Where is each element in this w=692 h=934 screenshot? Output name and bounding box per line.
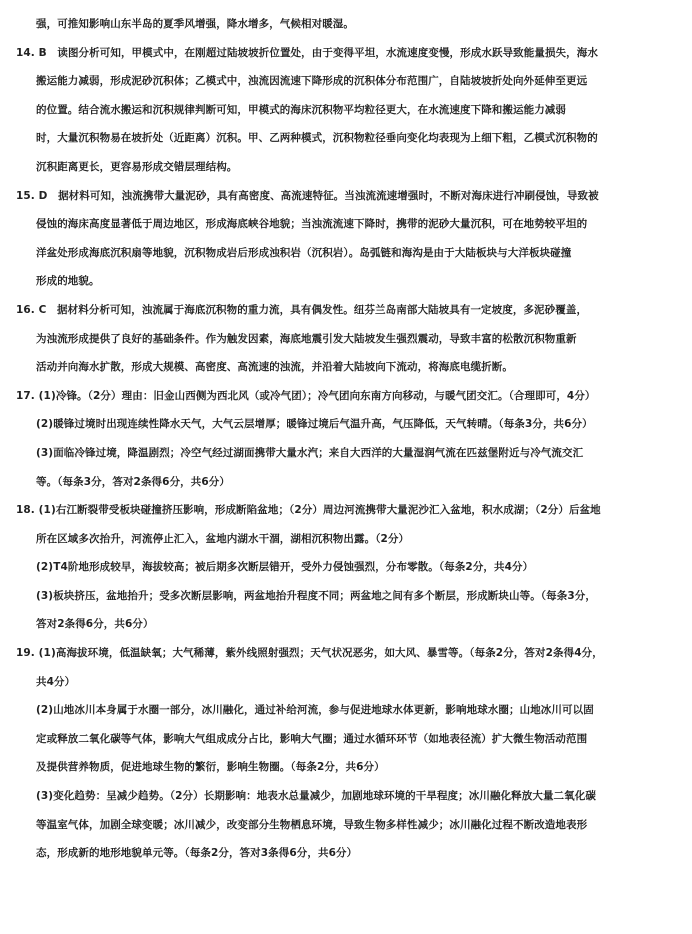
text-line: 18. (1)右江断裂带受板块碰撞挤压影响，形成断陷盆地；（2分）周边河流携带大量泥沙汇入盆地，积水成湖；（2分）后盆地 bbox=[16, 504, 601, 517]
text-line: 洋盆处形成海底沉积扇等地貌，沉积物成岩后形成浊积岩（沉积岩）。岛弧链和海沟是由于大陆板块与大洋板块碰撞 bbox=[36, 246, 572, 259]
text-line: 搬运能力减弱，形成泥砂沉积体；乙模式中，浊流因流速下降形成的沉积体分布范围广，自陆坡坡折处向外延伸至更远 bbox=[36, 75, 588, 88]
text-line: 16. C 据材料分析可知，浊流属于海底沉积物的重力流，具有偶发性。纽芬兰岛南部大陆坡具有一定坡度，多泥砂覆盖， bbox=[16, 303, 588, 316]
text-line: (2)T4阶地形成较早，海拔较高；被后期多次断层错开，受外力侵蚀强烈，分布零散。（每条2分，共4分） bbox=[36, 561, 534, 574]
text-line: 活动并向海水扩散，形成大规模、高密度、高流速的浊流，并沿着大陆坡向下流动，将海底电缆折断。 bbox=[36, 361, 513, 374]
text-line: 态，形成新的地形地貌单元等。（每条2分，答对3条得6分，共6分） bbox=[36, 847, 358, 860]
text-line: (2)暖锋过境时出现连续性降水天气，大气云层增厚；暖锋过境后气温升高，气压降低，天气转晴。（每条3分，共6分） bbox=[36, 418, 593, 431]
text-line: 19. (1)高海拔环境，低温缺氧；大气稀薄，紫外线照射强烈；天气状况恶劣，如大风、暴雪等。（每条2分，答对2条得4分， bbox=[16, 647, 603, 660]
text-line: (3)面临冷锋过境，降温剧烈；冷空气经过湖面携带大量水汽；来自大西洋的大量湿润气流在匹兹堡附近与冷气流交汇 bbox=[36, 446, 584, 459]
text-line: 定或释放二氧化碳等气体，影响大气组成成分占比，影响大气圈；通过水循环环节（如地表径流）扩大微生物活动范围 bbox=[36, 732, 588, 745]
text-line: 共4分） bbox=[36, 675, 76, 688]
text-line: 等。（每条3分，答对2条得6分，共6分） bbox=[36, 475, 230, 488]
text-line: 答对2条得6分，共6分） bbox=[36, 618, 154, 631]
text-line: 及提供营养物质，促进地球生物的繁衍，影响生物圈。（每条2分，共6分） bbox=[36, 761, 385, 774]
text-line: 侵蚀的海床高度显著低于周边地区，形成海底峡谷地貌；当浊流流速下降时，携带的泥砂大量沉积，可在地势较平坦的 bbox=[36, 218, 588, 231]
text-line: 时，大量沉积物易在坡折处（近距离）沉积。甲、乙两种模式，沉积物粒径垂向变化均表现为上细下粗，乙模式沉积物的 bbox=[36, 132, 598, 145]
text-line: 形成的地貌。 bbox=[36, 275, 100, 288]
text-line: 所在区域多次抬升，河流停止汇入，盆地内湖水干涸，湖相沉积物出露。（2分） bbox=[36, 532, 410, 545]
text-line: (3)板块挤压，盆地抬升；受多次断层影响，两盆地抬升程度不同；两盆地之间有多个断层，形成断块山等。（每条3分， bbox=[36, 589, 596, 602]
text-line: 等温室气体，加剧全球变暖；冰川减少，改变部分生物栖息环境，导致生物多样性减少；冰川融化过程不断改造地表形 bbox=[36, 818, 588, 831]
text-line: 17. (1)冷锋。（2分）理由：旧金山西侧为西北风（或冷气团）；冷气团向东南方向移动，与暖气团交汇。（合理即可，4分） bbox=[16, 389, 596, 402]
text-line: (2)山地冰川本身属于水圈一部分，冰川融化，通过补给河流，参与促进地球水体更新，影响地球水圈；山地冰川可以固 bbox=[36, 704, 594, 717]
text-line: 15. D 据材料可知，浊流携带大量泥砂，具有高密度、高流速特征。当浊流流速增强时，不断对海床进行冲刷侵蚀，导致被 bbox=[16, 189, 599, 202]
text-line: 沉积距离更长，更容易形成交错层理结构。 bbox=[36, 160, 238, 173]
text-line: 为浊流形成提供了良好的基础条件。作为触发因素，海底地震引发大陆坡发生强烈震动，导致丰富的松散沉积物重新 bbox=[36, 332, 577, 345]
text-line: 的位置。结合流水搬运和沉积规律判断可知，甲模式的海床沉积物平均粒径更大，在水流速度下降和搬运能力减弱 bbox=[36, 103, 566, 116]
text-line: 14. B 读图分析可知，甲模式中，在刚超过陆坡坡折位置处，由于变得平坦，水流速度变慢，形成水跃导致能量损失，海水 bbox=[16, 46, 598, 59]
text-line: (3)变化趋势：呈减少趋势。（2分）长期影响：地表水总量减少，加剧地球环境的干旱程度；冰川融化释放大量二氧化碳 bbox=[36, 790, 596, 803]
text-line: 强，可推知影响山东半岛的夏季风增强，降水增多，气候相对暖湿。 bbox=[36, 18, 354, 30]
